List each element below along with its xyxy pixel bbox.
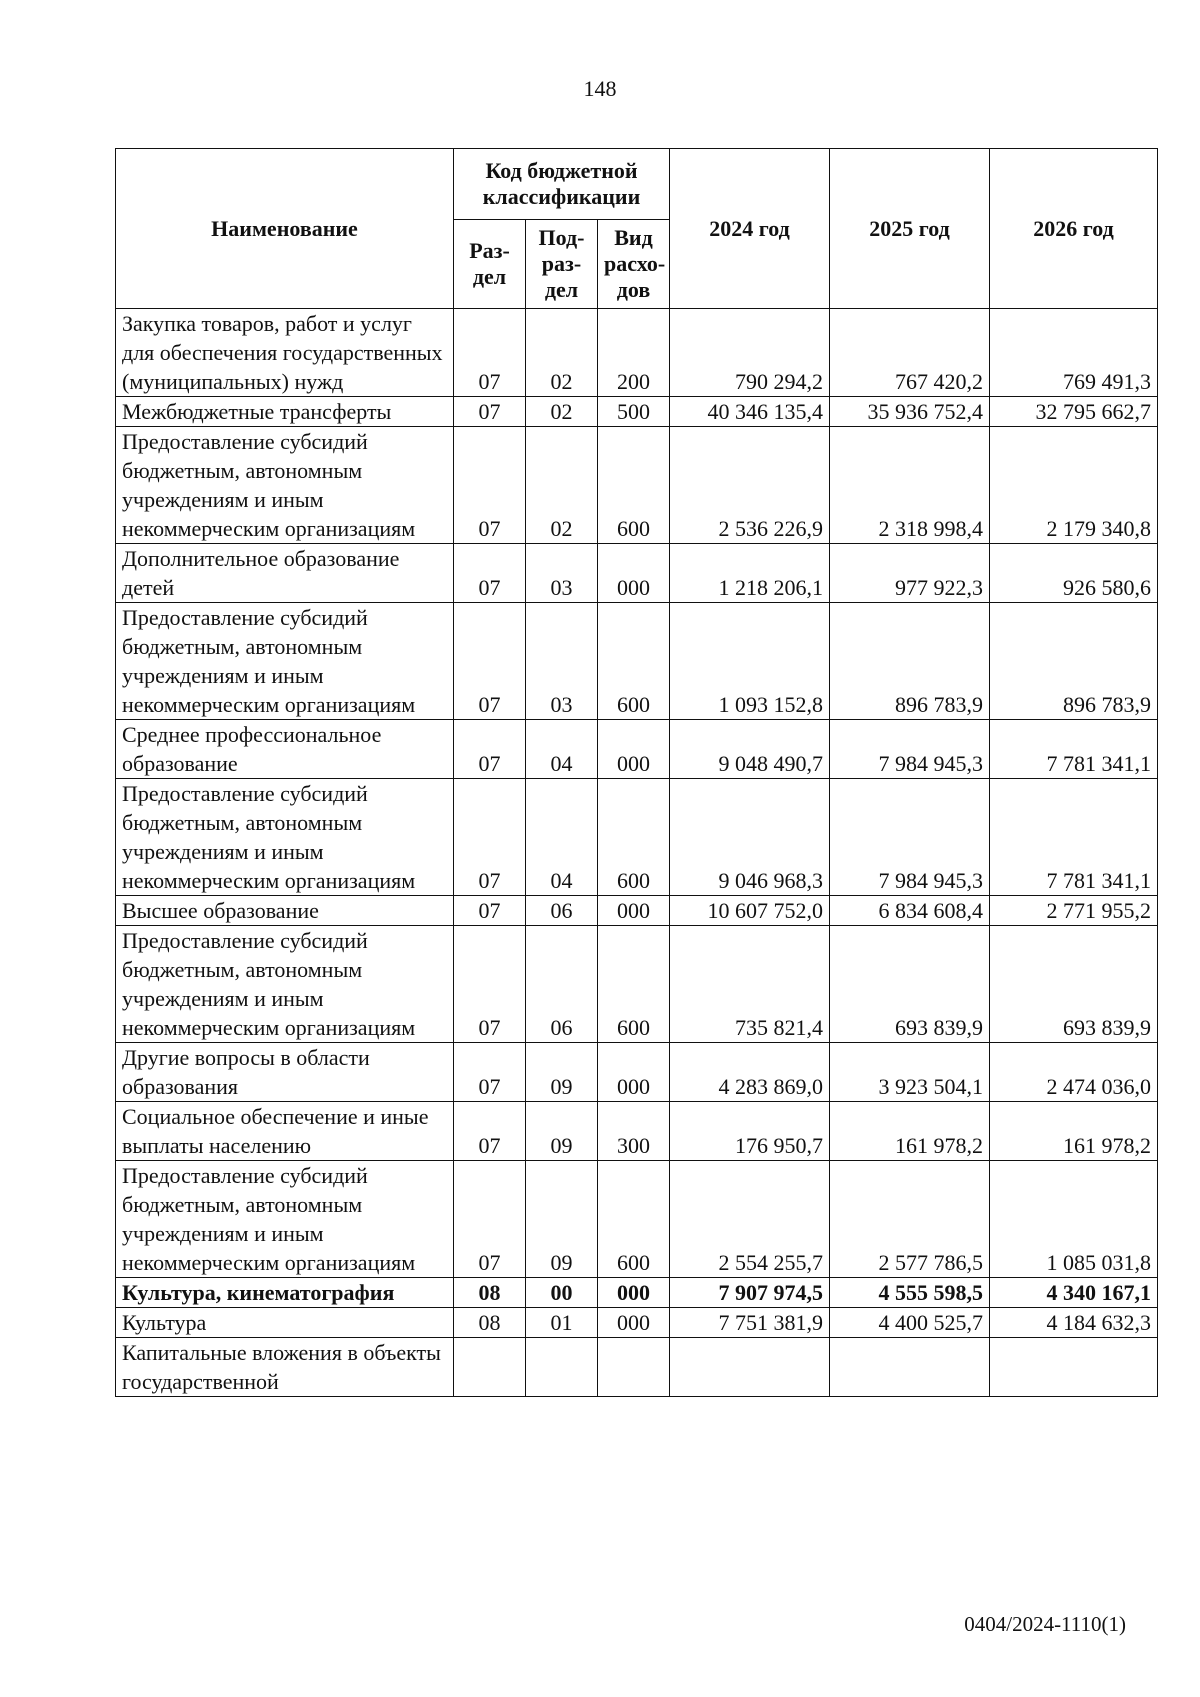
row-expense-type: 600 bbox=[598, 779, 670, 896]
row-value-2024: 2 554 255,7 bbox=[670, 1161, 830, 1278]
header-expense-type: Вид расхо- дов bbox=[598, 220, 670, 309]
row-section: 08 bbox=[454, 1278, 526, 1308]
row-expense-type: 000 bbox=[598, 896, 670, 926]
header-2024: 2024 год bbox=[670, 149, 830, 309]
row-section: 07 bbox=[454, 603, 526, 720]
table-row bbox=[116, 603, 1158, 720]
row-name: Предоставление субсидий бюджетным, автономным учреждениям и иным некоммерческим организациям bbox=[116, 926, 454, 1043]
table-row bbox=[116, 1043, 1158, 1102]
row-value-2025: 767 420,2 bbox=[830, 309, 990, 397]
row-subsection: 09 bbox=[526, 1102, 598, 1161]
row-section: 07 bbox=[454, 544, 526, 603]
row-value-2024: 1 218 206,1 bbox=[670, 544, 830, 603]
row-value-2025: 977 922,3 bbox=[830, 544, 990, 603]
row-value-2026: 7 781 341,1 bbox=[990, 720, 1158, 779]
row-value-2026: 693 839,9 bbox=[990, 926, 1158, 1043]
row-name: Предоставление субсидий бюджетным, автономным учреждениям и иным некоммерческим организациям bbox=[116, 427, 454, 544]
row-value-2026: 2 474 036,0 bbox=[990, 1043, 1158, 1102]
row-subsection: 04 bbox=[526, 779, 598, 896]
table-row bbox=[116, 397, 1158, 427]
row-value-2024 bbox=[670, 1338, 830, 1397]
row-section: 07 bbox=[454, 1161, 526, 1278]
row-expense-type: 000 bbox=[598, 544, 670, 603]
row-section bbox=[454, 1338, 526, 1397]
row-expense-type: 600 bbox=[598, 1161, 670, 1278]
row-subsection: 09 bbox=[526, 1161, 598, 1278]
row-value-2025: 896 783,9 bbox=[830, 603, 990, 720]
table-row bbox=[116, 1308, 1158, 1338]
row-value-2024: 40 346 135,4 bbox=[670, 397, 830, 427]
header-budget-code: Код бюджетной классификации bbox=[454, 149, 670, 220]
row-section: 07 bbox=[454, 427, 526, 544]
row-subsection: 09 bbox=[526, 1043, 598, 1102]
row-value-2025: 4 555 598,5 bbox=[830, 1278, 990, 1308]
row-subsection: 03 bbox=[526, 544, 598, 603]
header-2026: 2026 год bbox=[990, 149, 1158, 309]
row-value-2025: 4 400 525,7 bbox=[830, 1308, 990, 1338]
row-value-2025: 2 318 998,4 bbox=[830, 427, 990, 544]
row-expense-type: 600 bbox=[598, 926, 670, 1043]
row-expense-type: 000 bbox=[598, 1278, 670, 1308]
table-row bbox=[116, 720, 1158, 779]
row-value-2024: 10 607 752,0 bbox=[670, 896, 830, 926]
row-expense-type: 600 bbox=[598, 427, 670, 544]
row-value-2026: 896 783,9 bbox=[990, 603, 1158, 720]
row-value-2024: 7 751 381,9 bbox=[670, 1308, 830, 1338]
row-value-2026: 2 179 340,8 bbox=[990, 427, 1158, 544]
header-subsection: Под- раз- дел bbox=[526, 220, 598, 309]
row-subsection: 06 bbox=[526, 896, 598, 926]
row-value-2026: 1 085 031,8 bbox=[990, 1161, 1158, 1278]
row-value-2026: 4 340 167,1 bbox=[990, 1278, 1158, 1308]
row-value-2025: 7 984 945,3 bbox=[830, 720, 990, 779]
row-value-2024: 7 907 974,5 bbox=[670, 1278, 830, 1308]
row-subsection: 00 bbox=[526, 1278, 598, 1308]
row-expense-type: 200 bbox=[598, 309, 670, 397]
table-row bbox=[116, 1161, 1158, 1278]
row-value-2024: 9 046 968,3 bbox=[670, 779, 830, 896]
row-value-2025: 6 834 608,4 bbox=[830, 896, 990, 926]
table-row bbox=[116, 896, 1158, 926]
row-value-2024: 735 821,4 bbox=[670, 926, 830, 1043]
row-expense-type: 600 bbox=[598, 603, 670, 720]
table-row bbox=[116, 1278, 1158, 1308]
row-value-2026 bbox=[990, 1338, 1158, 1397]
row-value-2026: 769 491,3 bbox=[990, 309, 1158, 397]
table-row bbox=[116, 427, 1158, 544]
row-value-2025 bbox=[830, 1338, 990, 1397]
row-subsection bbox=[526, 1338, 598, 1397]
row-value-2025: 35 936 752,4 bbox=[830, 397, 990, 427]
header-section: Раз- дел bbox=[454, 220, 526, 309]
row-section: 07 bbox=[454, 309, 526, 397]
header-2025: 2025 год bbox=[830, 149, 990, 309]
row-name: Капитальные вложения в объекты государственной bbox=[116, 1338, 454, 1397]
table-row bbox=[116, 309, 1158, 397]
page-number: 148 bbox=[583, 76, 617, 101]
row-section: 07 bbox=[454, 720, 526, 779]
row-section: 07 bbox=[454, 397, 526, 427]
row-section: 07 bbox=[454, 926, 526, 1043]
row-subsection: 02 bbox=[526, 427, 598, 544]
row-section: 07 bbox=[454, 1043, 526, 1102]
row-section: 07 bbox=[454, 1102, 526, 1161]
row-value-2026: 2 771 955,2 bbox=[990, 896, 1158, 926]
row-subsection: 06 bbox=[526, 926, 598, 1043]
row-expense-type bbox=[598, 1338, 670, 1397]
table-row bbox=[116, 544, 1158, 603]
row-expense-type: 300 bbox=[598, 1102, 670, 1161]
row-subsection: 02 bbox=[526, 309, 598, 397]
row-section: 07 bbox=[454, 779, 526, 896]
row-name: Высшее образование bbox=[116, 896, 454, 926]
table-row bbox=[116, 926, 1158, 1043]
row-value-2025: 161 978,2 bbox=[830, 1102, 990, 1161]
row-value-2024: 176 950,7 bbox=[670, 1102, 830, 1161]
row-value-2026: 32 795 662,7 bbox=[990, 397, 1158, 427]
row-value-2024: 1 093 152,8 bbox=[670, 603, 830, 720]
row-value-2025: 7 984 945,3 bbox=[830, 779, 990, 896]
table-row bbox=[116, 779, 1158, 896]
row-expense-type: 500 bbox=[598, 397, 670, 427]
row-value-2025: 693 839,9 bbox=[830, 926, 990, 1043]
document-code: 0404/2024-1110(1) bbox=[964, 1612, 1126, 1636]
row-name: Дополнительное образование детей bbox=[116, 544, 454, 603]
row-section: 08 bbox=[454, 1308, 526, 1338]
table-row bbox=[116, 1102, 1158, 1161]
row-value-2025: 3 923 504,1 bbox=[830, 1043, 990, 1102]
row-name: Другие вопросы в области образования bbox=[116, 1043, 454, 1102]
row-name: Предоставление субсидий бюджетным, автономным учреждениям и иным некоммерческим организациям bbox=[116, 603, 454, 720]
row-value-2026: 161 978,2 bbox=[990, 1102, 1158, 1161]
row-subsection: 02 bbox=[526, 397, 598, 427]
row-subsection: 04 bbox=[526, 720, 598, 779]
header-name: Наименование bbox=[116, 149, 454, 309]
row-expense-type: 000 bbox=[598, 1308, 670, 1338]
row-subsection: 01 bbox=[526, 1308, 598, 1338]
budget-table bbox=[115, 148, 1158, 1397]
row-value-2026: 4 184 632,3 bbox=[990, 1308, 1158, 1338]
row-expense-type: 000 bbox=[598, 1043, 670, 1102]
table-row bbox=[116, 1338, 1158, 1397]
row-value-2026: 7 781 341,1 bbox=[990, 779, 1158, 896]
row-value-2026: 926 580,6 bbox=[990, 544, 1158, 603]
row-name: Культура bbox=[116, 1308, 454, 1338]
row-name: Закупка товаров, работ и услуг для обеспечения государственных (муниципальных) нужд bbox=[116, 309, 454, 397]
row-value-2024: 9 048 490,7 bbox=[670, 720, 830, 779]
row-name: Предоставление субсидий бюджетным, автономным учреждениям и иным некоммерческим организациям bbox=[116, 1161, 454, 1278]
row-name: Межбюджетные трансферты bbox=[116, 397, 454, 427]
row-value-2024: 2 536 226,9 bbox=[670, 427, 830, 544]
row-name: Культура, кинематография bbox=[116, 1278, 454, 1308]
row-name: Предоставление субсидий бюджетным, автономным учреждениям и иным некоммерческим организациям bbox=[116, 779, 454, 896]
row-name: Среднее профессиональное образование bbox=[116, 720, 454, 779]
row-name: Социальное обеспечение и иные выплаты населению bbox=[116, 1102, 454, 1161]
row-value-2024: 4 283 869,0 bbox=[670, 1043, 830, 1102]
row-subsection: 03 bbox=[526, 603, 598, 720]
row-value-2025: 2 577 786,5 bbox=[830, 1161, 990, 1278]
row-expense-type: 000 bbox=[598, 720, 670, 779]
row-value-2024: 790 294,2 bbox=[670, 309, 830, 397]
row-section: 07 bbox=[454, 896, 526, 926]
